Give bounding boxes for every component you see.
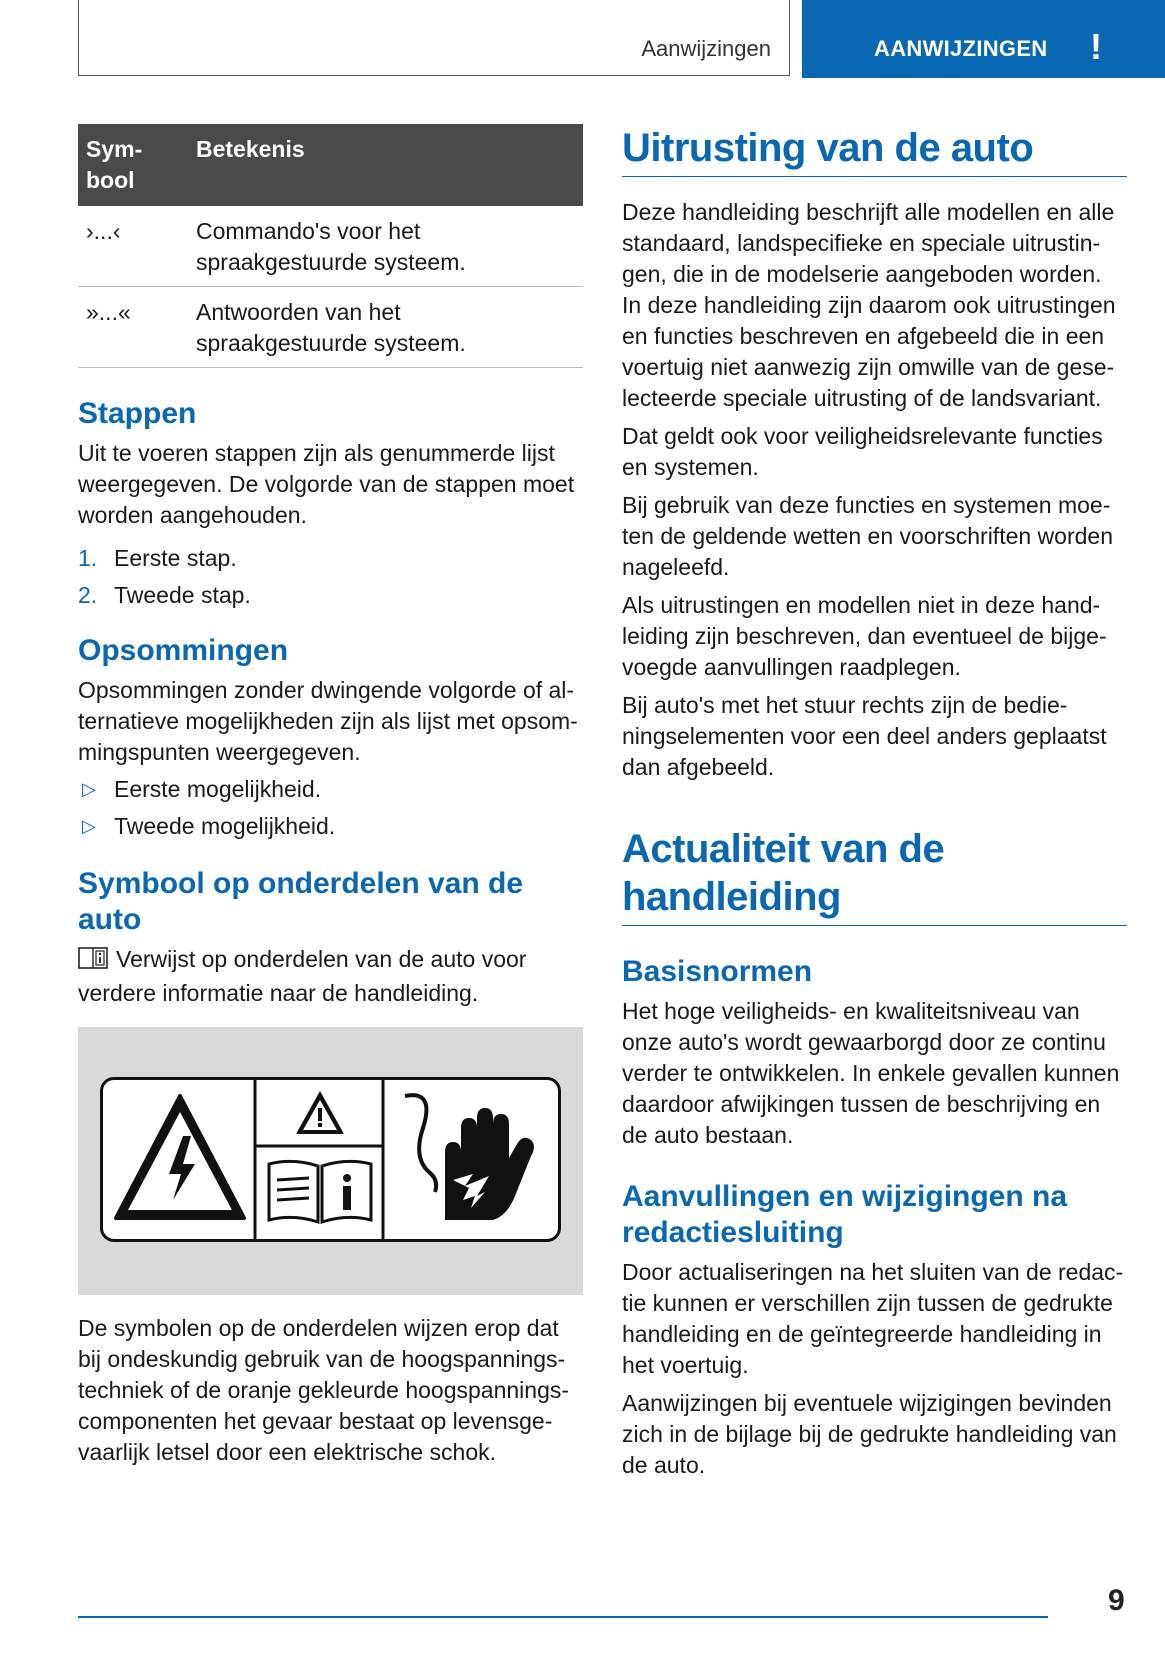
body-line: Door actualiseringen na het sluiten van de redac- [622, 1259, 1124, 1285]
body-line: Het hoge veiligheids- en kwaliteitsniveau van [622, 998, 1080, 1024]
symbol-table [78, 124, 583, 368]
read-manual-icon [263, 1156, 377, 1233]
table-cell-meaning [188, 287, 583, 368]
title-line: redactiesluiting [622, 1216, 844, 1249]
body-line: ternatieve mogelijkheden zijn als lijst met opsom- [78, 708, 578, 734]
opsommingen-body [78, 675, 583, 768]
body-line: Bij gebruik van deze functies en systemen moe- [622, 492, 1111, 518]
body-line: gen, die in de modelserie aangeboden worden. [622, 261, 1102, 287]
manual-info-icon [78, 946, 108, 978]
body-line: en functies beschreven en afgebeeld die in een [622, 323, 1105, 349]
high-voltage-triangle-icon [111, 1090, 249, 1233]
table-cell-symbol: ›...‹ [78, 206, 188, 287]
list-item-text: Eerste stap. [114, 545, 237, 571]
triangle-bullet-icon: ▷ [82, 816, 96, 836]
body-line: De symbolen op de onderdelen wijzen erop dat [78, 1315, 559, 1341]
table-cell-symbol: »...« [78, 287, 188, 368]
paragraph [622, 996, 1127, 1151]
body-line [78, 944, 583, 978]
stappen-body [78, 438, 583, 531]
body-line: worden aangehouden. [78, 502, 307, 528]
body-line: onze auto's wordt gewaarborgd door ze continu [622, 1029, 1106, 1055]
numbered-list [78, 543, 583, 611]
title-line: Symbool op onderdelen van de [78, 867, 524, 900]
body-line: verdere informatie naar de handleiding. [78, 980, 479, 1006]
list-item [78, 580, 583, 611]
body-line: voertuig niet aanwezig zijn omwille van de gese- [622, 354, 1115, 380]
body-line: voegde aanvullingen raadplegen. [622, 654, 961, 680]
list-item [78, 811, 583, 842]
body-line: daardoor afwijkingen tussen de beschrijving en [622, 1091, 1101, 1117]
title-line: Aanvullingen en wijzigingen na [622, 1180, 1068, 1213]
triangle-bullet-icon: ▷ [82, 779, 96, 799]
table-header-meaning: Betekenis [188, 124, 583, 206]
chapter-tab[interactable] [802, 0, 1165, 78]
list-item [78, 774, 583, 805]
left-column [78, 124, 583, 1468]
body-line: handleiding en de geïntegreerde handleiding in [622, 1321, 1102, 1347]
paragraph [622, 1388, 1127, 1481]
list-item-text: Tweede stap. [114, 582, 251, 608]
breadcrumb[interactable]: Aanwijzingen [641, 36, 771, 61]
body-line: Aanwijzingen bij eventuele wijzigingen bevinden [622, 1390, 1112, 1416]
section-title-opsommingen: Opsommingen [78, 634, 289, 667]
body-line: ten de geldende wetten en voorschriften worden [622, 523, 1113, 549]
body-line: Als uitrustingen en modellen niet in deze hand- [622, 592, 1101, 618]
paragraph [622, 197, 1127, 414]
table-header-symbol [78, 124, 188, 206]
symbool-body [78, 944, 583, 1009]
body-line: verder te ontwikkelen. In enkele gevallen kunnen [622, 1060, 1120, 1086]
chapter-title-uitrusting: Uitrusting van de auto [622, 124, 1127, 177]
warning-figure [78, 1027, 583, 1295]
body-line: het voertuig. [622, 1352, 749, 1378]
paragraph [622, 1257, 1127, 1381]
body-line: Opsommingen zonder dwingende volgorde of al- [78, 677, 575, 703]
caution-triangle-icon [293, 1088, 347, 1143]
body-line: leiding zijn beschreven, dan eventueel de bijge- [622, 623, 1107, 649]
electric-shock-hand-icon [393, 1088, 553, 1237]
body-line: ningselementen voor een deel anders geplaatst [622, 723, 1107, 749]
list-item [78, 543, 583, 574]
body-line: bij ondeskundig gebruik van de hoogspannings- [78, 1346, 566, 1372]
right-column [622, 124, 1127, 1481]
body-line: Dat geldt ook voor veiligheidsrelevante functies [622, 423, 1103, 449]
paragraph [622, 421, 1127, 483]
body-line: mingspunten weergegeven. [78, 739, 361, 765]
section-title-symbool [78, 866, 583, 938]
body-line: dan afgebeeld. [622, 754, 775, 780]
warning-explanation [78, 1313, 583, 1468]
meaning-line: Commando's voor het [196, 218, 421, 244]
body-line: componenten het gevaar bestaat op levensge- [78, 1408, 553, 1434]
body-line: de auto bestaan. [622, 1122, 794, 1148]
body-line: tie kunnen er verschillen zijn tussen de gedrukte [622, 1290, 1113, 1316]
body-line: Bij auto's met het stuur rechts zijn de bedie- [622, 692, 1068, 718]
body-line: vaarlijk letsel door een elektrische schok. [78, 1439, 497, 1465]
list-item-text: Eerste mogelijkheid. [114, 776, 322, 802]
table-header-row [78, 124, 583, 206]
body-line: In deze handleiding zijn daarom ook uitrustingen [622, 292, 1116, 318]
body-line: Deze handleiding beschrijft alle modellen en alle [622, 199, 1115, 225]
paragraph [622, 590, 1127, 683]
body-line: zich in de bijlage bij de gedrukte handleiding van [622, 1421, 1117, 1447]
footer-rule [78, 1616, 1048, 1618]
body-line: lecteerde speciale uitrusting of de landsvariant. [622, 385, 1102, 411]
table-row [78, 287, 583, 368]
list-number: 2. [78, 582, 98, 608]
body-line: en systemen. [622, 454, 759, 480]
paragraph [622, 690, 1127, 783]
meaning-line: Antwoorden van het [196, 299, 401, 325]
title-line: Actualiteit van de [622, 827, 945, 871]
chapter-title-actualiteit [622, 825, 1127, 926]
table-row [78, 206, 583, 287]
list-number: 1. [78, 545, 98, 571]
table-cell-meaning [188, 206, 583, 287]
warning-label [100, 1077, 561, 1242]
bullet-list [78, 774, 583, 842]
meaning-line: spraakgestuurde systeem. [196, 330, 466, 356]
page-number: 9 [1108, 1584, 1125, 1617]
body-line: nageleefd. [622, 554, 730, 580]
section-title-basisnormen: Basisnormen [622, 955, 813, 988]
section-title-stappen: Stappen [78, 397, 197, 430]
exclamation-icon: ! [1090, 26, 1102, 67]
section-title-aanvullingen [622, 1179, 1127, 1251]
header-symbol-line2: bool [86, 167, 135, 193]
body-line: de auto. [622, 1452, 706, 1478]
body-line-text: Verwijst op onderdelen van de auto voor [116, 946, 527, 972]
header-breadcrumb-box [78, 0, 790, 76]
paragraph [622, 490, 1127, 583]
body-line: weergegeven. De volgorde van de stappen moet [78, 471, 575, 497]
body-line: techniek of de oranje gekleurde hoogspannings- [78, 1377, 570, 1403]
meaning-line: spraakgestuurde systeem. [196, 249, 466, 275]
body-line: Uit te voeren stappen zijn als genummerde lijst [78, 440, 555, 466]
header-symbol-line1: Sym- [86, 136, 143, 162]
title-line: handleiding [622, 875, 841, 919]
body-line: standaard, landspecifieke en speciale uitrustin- [622, 230, 1101, 256]
chapter-tab-label: AANWIJZINGEN [874, 36, 1048, 61]
title-line: auto [78, 903, 142, 936]
list-item-text: Tweede mogelijkheid. [114, 813, 336, 839]
